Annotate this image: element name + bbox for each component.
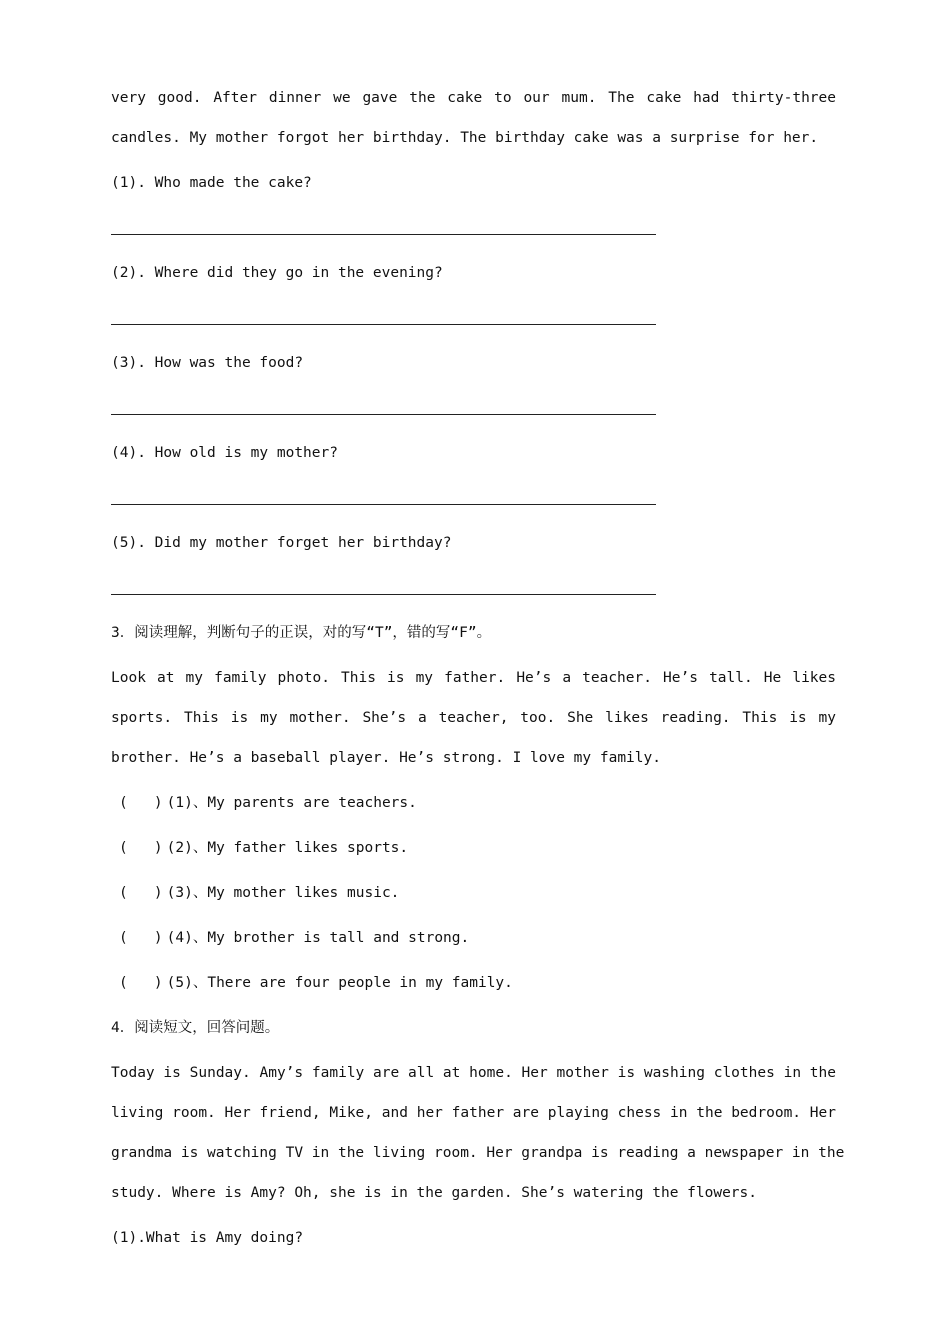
statement-text: (3)、My mother likes music. — [166, 885, 400, 901]
question-2: (2). Where did they go in the evening? — [111, 265, 443, 281]
passage-line: sports. This is my mother. She’s a teacher, too. She likes reading. This is my — [111, 710, 836, 726]
section-3-heading: 3．阅读理解，判断句子的正误，对的写“T”，错的写“F”。 — [111, 625, 492, 641]
passage-line: brother. He’s a baseball player. He’s strong. I love my family. — [111, 750, 661, 766]
question-5: (5). Did my mother forget her birthday? — [111, 535, 452, 551]
statement-text: (1)、My parents are teachers. — [166, 795, 417, 811]
passage-line: candles. My mother forgot her birthday. The birthday cake was a surprise for her. — [111, 130, 819, 146]
statement-text: (4)、My brother is tall and strong. — [166, 930, 470, 946]
question-3: (3). How was the food? — [111, 355, 304, 371]
answer-bracket[interactable]: ( ) — [119, 795, 163, 811]
tf-statement-1 — [111, 793, 836, 813]
answer-bracket[interactable]: ( ) — [119, 885, 163, 901]
passage-line: very good. After dinner we gave the cake to our mum. The cake had thirty-three — [111, 90, 836, 106]
passage-line: Today is Sunday. Amy’s family are all at home. Her mother is washing clothes in the — [111, 1065, 836, 1081]
statement-text: (2)、My father likes sports. — [166, 840, 409, 856]
answer-bracket[interactable]: ( ) — [119, 975, 163, 991]
question-1: (1). Who made the cake? — [111, 175, 312, 191]
passage-line: living room. Her friend, Mike, and her father are playing chess in the bedroom. Her — [111, 1105, 836, 1121]
answer-line-1[interactable] — [111, 234, 656, 235]
passage-line: study. Where is Amy? Oh, she is in the garden. She’s watering the flowers. — [111, 1185, 758, 1201]
tf-statement-5 — [111, 973, 836, 993]
answer-bracket[interactable]: ( ) — [119, 840, 163, 856]
passage-line: Look at my family photo. This is my father. He’s a teacher. He’s tall. He likes — [111, 670, 836, 686]
tf-statement-4 — [111, 928, 836, 948]
answer-line-3[interactable] — [111, 414, 656, 415]
tf-statement-2 — [111, 838, 836, 858]
passage-line: grandma is watching TV in the living room. Her grandpa is reading a newspaper in the — [111, 1145, 845, 1161]
section-4-heading: 4．阅读短文，回答问题。 — [111, 1020, 280, 1036]
question-4: (4). How old is my mother? — [111, 445, 338, 461]
answer-bracket[interactable]: ( ) — [119, 930, 163, 946]
answer-line-5[interactable] — [111, 594, 656, 595]
question-1: (1).What is Amy doing? — [111, 1230, 304, 1246]
answer-line-2[interactable] — [111, 324, 656, 325]
tf-statement-3 — [111, 883, 836, 903]
answer-line-4[interactable] — [111, 504, 656, 505]
statement-text: (5)、There are four people in my family. — [166, 975, 513, 991]
